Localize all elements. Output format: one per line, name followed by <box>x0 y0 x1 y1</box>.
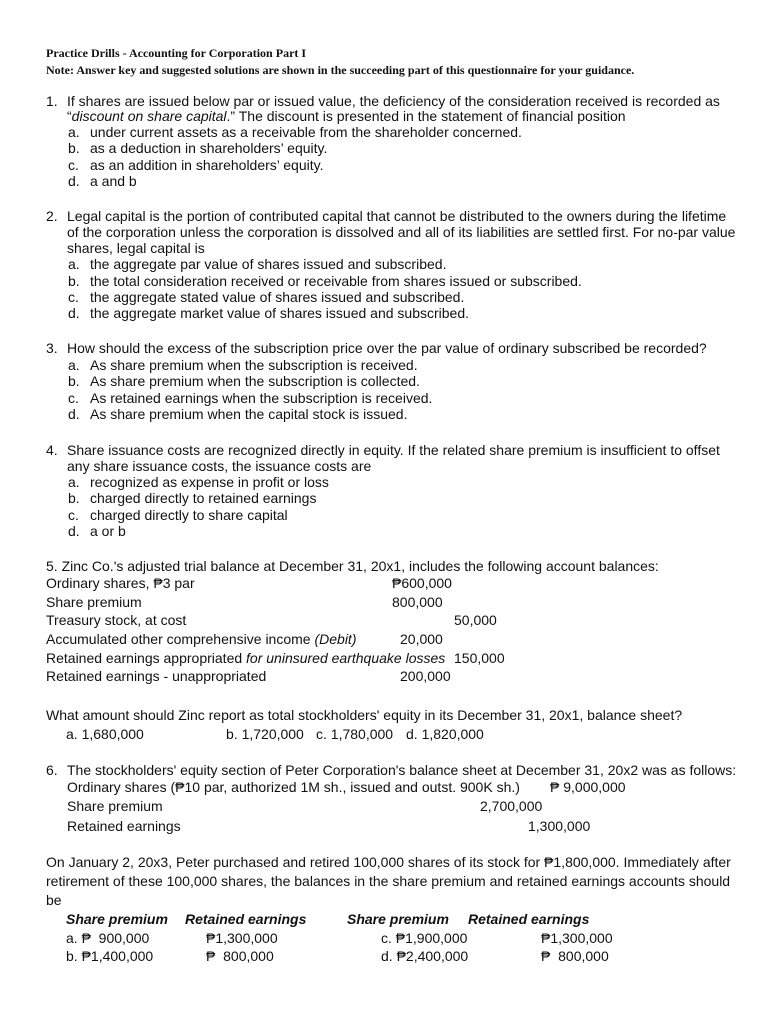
answer-choice: a. ₱ 900,000 <box>66 930 150 946</box>
document-title: Practice Drills - Accounting for Corporation Part I <box>46 46 307 60</box>
account-amount: 200,000 <box>400 668 451 684</box>
option-text: charged directly to retained earnings <box>90 490 317 506</box>
option-letter: d. <box>68 523 80 539</box>
option-letter: a. <box>68 256 80 272</box>
option-letter: c. <box>68 157 79 173</box>
question-text: “discount on share capital.” The discount is presented in the statement of financial position <box>67 108 626 124</box>
question-text: any share issuance costs, the issuance costs are <box>67 458 372 474</box>
option-letter: b. <box>68 490 80 506</box>
equity-amount: ₱ 9,000,000 <box>550 779 626 795</box>
equity-label: Share premium <box>67 798 163 814</box>
question-text: retirement of these 100,000 shares, the balances in the share premium and retained earnings accounts should <box>46 873 731 889</box>
option-letter: b. <box>68 140 80 156</box>
account-label: Retained earnings - unappropriated <box>46 668 267 684</box>
document-note: Note: Answer key and suggested solutions are shown in the succeeding part of this questionnaire for your guidance. <box>46 63 635 77</box>
answer-choice: a. 1,680,000 <box>66 726 144 742</box>
answer-choice: ₱1,300,000 <box>541 930 613 946</box>
answer-choice: d. 1,820,000 <box>406 726 484 742</box>
answer-choice: b. 1,720,000 <box>226 726 304 742</box>
equity-label: Retained earnings <box>67 818 181 834</box>
option-letter: c. <box>68 507 79 523</box>
question-text: Legal capital is the portion of contributed capital that cannot be distributed to the owners during the lifetime <box>67 208 727 224</box>
account-label: Share premium <box>46 594 142 610</box>
account-amount: 150,000 <box>454 650 505 666</box>
account-amount: ₱600,000 <box>392 575 452 591</box>
account-label: Retained earnings appropriated for uninsured earthquake losses <box>46 650 446 666</box>
option-letter: a. <box>68 474 80 490</box>
account-amount: 800,000 <box>392 594 443 610</box>
question-text: 5. Zinc Co.'s adjusted trial balance at December 31, 20x1, includes the following account balances: <box>46 558 659 574</box>
answer-choice: b. ₱1,400,000 <box>66 948 154 964</box>
option-text: the aggregate market value of shares issued and subscribed. <box>90 305 470 321</box>
option-text: As share premium when the subscription is received. <box>90 357 418 373</box>
question-number: 6. <box>46 762 58 778</box>
column-header: Share premium <box>66 911 168 927</box>
answer-choice: ₱1,300,000 <box>206 930 278 946</box>
option-text: as an addition in shareholders’ equity. <box>90 157 324 173</box>
option-text: a and b <box>90 173 137 189</box>
question-text: of the corporation unless the corporation is dissolved and all of its liabilities are settled first. For no-par value <box>67 224 736 240</box>
option-text: under current assets as a receivable from the shareholder concerned. <box>90 124 522 140</box>
option-letter: b. <box>68 373 80 389</box>
option-text: a or b <box>90 523 126 539</box>
option-text: the aggregate par value of shares issued and subscribed. <box>90 256 447 272</box>
question-text: be <box>46 892 62 908</box>
account-label: Ordinary shares, ₱3 par <box>46 575 195 591</box>
option-text: As share premium when the subscription is collected. <box>90 373 420 389</box>
question-text: If shares are issued below par or issued value, the deficiency of the consideration received is recorded as <box>67 93 720 109</box>
equity-label: Ordinary shares (₱10 par, authorized 1M sh., issued and outst. 900K sh.) <box>67 779 520 795</box>
option-letter: d. <box>68 406 80 422</box>
question-text: On January 2, 20x3, Peter purchased and retired 100,000 shares of its stock for ₱1,800,000. Immediately after <box>46 854 731 870</box>
option-letter: a. <box>68 357 80 373</box>
answer-choice: c. ₱1,900,000 <box>381 930 468 946</box>
answer-choice: ₱ 800,000 <box>206 948 274 964</box>
question-text: What amount should Zinc report as total stockholders' equity in its December 31, 20x1, balance sheet? <box>46 707 683 723</box>
account-amount: 20,000 <box>400 631 443 647</box>
option-letter: d. <box>68 305 80 321</box>
option-letter: a. <box>68 124 80 140</box>
column-header: Retained earnings <box>468 911 590 927</box>
question-text: shares, legal capital is <box>67 240 205 256</box>
answer-choice: d. ₱2,400,000 <box>381 948 469 964</box>
option-text: as a deduction in shareholders’ equity. <box>90 140 328 156</box>
account-label: Accumulated other comprehensive income (Debit) <box>46 631 357 647</box>
question-number: 3. <box>46 340 58 356</box>
option-text: the aggregate stated value of shares issued and subscribed. <box>90 289 465 305</box>
option-text: recognized as expense in profit or loss <box>90 474 329 490</box>
answer-choice: ₱ 800,000 <box>541 948 609 964</box>
option-text: As share premium when the capital stock is issued. <box>90 406 408 422</box>
account-amount: 50,000 <box>454 612 497 628</box>
option-text: As retained earnings when the subscription is received. <box>90 390 433 406</box>
question-number: 1. <box>46 93 58 109</box>
question-text: Share issuance costs are recognized directly in equity. If the related share premium is insufficient to offset <box>67 442 720 458</box>
question-number: 2. <box>46 208 58 224</box>
column-header: Share premium <box>347 911 449 927</box>
question-text: How should the excess of the subscription price over the par value of ordinary subscribed be recorded? <box>67 340 707 356</box>
answer-choice: c. 1,780,000 <box>316 726 394 742</box>
question-text: The stockholders' equity section of Peter Corporation's balance sheet at December 31, 20x2 was as follows: <box>67 762 737 778</box>
account-label: Treasury stock, at cost <box>46 612 187 628</box>
option-text: the total consideration received or receivable from shares issued or subscribed. <box>90 273 582 289</box>
question-number: 4. <box>46 442 58 458</box>
option-letter: d. <box>68 173 80 189</box>
column-header: Retained earnings <box>185 911 307 927</box>
option-letter: b. <box>68 273 80 289</box>
equity-amount: 2,700,000 <box>480 798 543 814</box>
option-letter: c. <box>68 289 79 305</box>
option-letter: c. <box>68 390 79 406</box>
equity-amount: 1,300,000 <box>528 818 591 834</box>
option-text: charged directly to share capital <box>90 507 288 523</box>
